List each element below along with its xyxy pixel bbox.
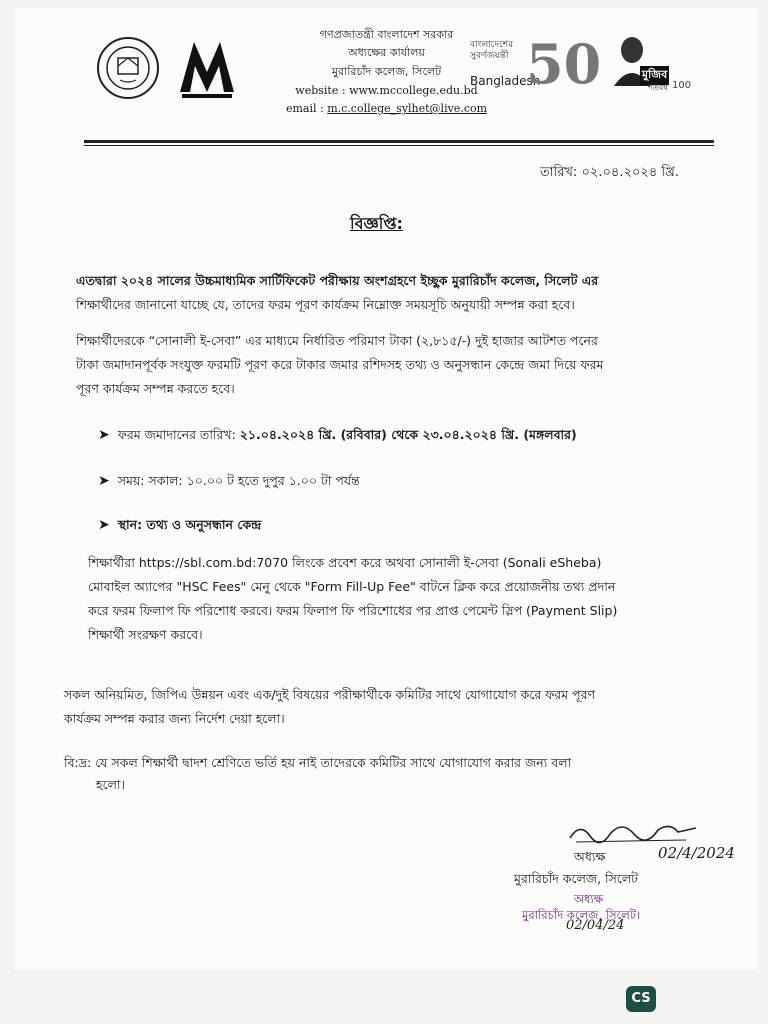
- mc-college-logo: [176, 36, 238, 102]
- para-payment-line-1: শিক্ষার্থীরা https://sbl.com.bd:7070 লিংকে প্রবেশ করে অথবা সোনালী ই-সেবা (Sonali eSheba): [88, 555, 602, 570]
- mujib-text: মুজিব: [640, 66, 669, 85]
- signature-college: মুরারিচাঁদ কলেজ, সিলেট: [514, 871, 638, 886]
- stamp-college: মুরারিচাঁদ কলেজ, সিলেট।: [522, 908, 641, 922]
- arrow-bullet-icon: ➤: [98, 473, 110, 489]
- header-website-line: website : www.mccollege.edu.bd: [295, 84, 478, 97]
- para-fee-line-3: পূরণ কার্যক্রম সম্পন্ন করতে হবে।: [76, 381, 235, 396]
- notice-title: বিজ্ঞপ্তি:: [350, 214, 403, 233]
- mujib-100-logo: [610, 32, 700, 98]
- para-intro-line-2: শিক্ষার্থীদের জানানো যাচ্ছে যে, তাদের ফরম পূরণ কার্যক্রম নিম্নোক্ত সময়সূচি অনুযায়ী সম্পন্ন করা হবে।: [76, 297, 575, 312]
- signature-title: অধ্যক্ষ: [574, 849, 606, 864]
- mujib-number: 100: [672, 80, 692, 91]
- para-note-line-2: হলো।: [96, 777, 125, 792]
- college-seal-logo: [96, 36, 160, 100]
- stamp-date: 02/04/24: [566, 918, 625, 933]
- header-govt-line: গণপ্রজাতন্ত্রী বাংলাদেশ সরকার: [319, 28, 454, 41]
- signature-date: 02/4/2024: [658, 844, 735, 862]
- badge-word: Bangladesh: [470, 74, 541, 88]
- para-fee-line-1: শিক্ষার্থীদেরকে “সোনালী ই-সেবা” এর মাধ্যমে নির্ধারিত পরিমাণ টাকা (২,৮১৫/-) দুই হাজার আটশত পনের: [76, 333, 598, 348]
- website-link[interactable]: www.mccollege.edu.bd: [349, 84, 478, 97]
- para-payment-line-3: করে ফরম ফিলাপ ফি পরিশোধ করবে। ফরম ফিলাপ ফি পরিশোধের পর প্রাপ্ত পেমেন্ট স্লিপ (Payment Slip): [88, 603, 618, 618]
- badge-number: 50: [526, 32, 602, 96]
- bullet-place: ➤ স্থান: তথ্য ও অনুসন্ধান কেন্দ্র: [98, 517, 262, 533]
- notice-date: তারিখ: ০২.০৪.২০২৪ খ্রি.: [540, 165, 679, 180]
- para-irregular-line-2: কার্যক্রম সম্পন্ন করার জন্য নির্দেশ দেয়া হলো।: [64, 711, 285, 726]
- para-irregular-line-1: সকল অনিয়মিত, জিপিএ উন্নয়ন এবং এক/দুই বিষয়ের পরীক্ষার্থীকে কমিটির সাথে যোগাযোগ করে ফরম পূরণ: [64, 687, 596, 702]
- header-divider-thin: [84, 145, 714, 146]
- header-email-line: email : m.c.college_sylhet@live.com: [285, 102, 488, 115]
- mujib-sub: শতবর্ষ: [648, 83, 668, 92]
- para-fee-line-2: টাকা জমাদানপূর্বক সংযুক্ত ফরমটি পূরণ করে টাকার জমার রশিদসহ তথ্য ও অনুসন্ধান কেন্দ্রে জমা দিয়ে ফরম: [76, 357, 604, 372]
- camscanner-badge: CS: [626, 986, 656, 1012]
- para-payment-line-2: মোবাইল অ্যাপের "HSC Fees" মেনু থেকে "Form Fill-Up Fee" বাটনে ক্লিক করে প্রয়োজনীয় তথ্য প্রদান: [88, 579, 616, 594]
- badge-bangla-text: বাংলাদেশের সুবর্ণজয়ন্তী: [470, 40, 514, 61]
- header-college-line: মুরারিচাঁদ কলেজ, সিলেট: [331, 65, 442, 78]
- header-divider-thick: [84, 140, 714, 143]
- bangladesh-50-logo: [470, 32, 602, 104]
- bullet-submission-date: ➤ ফরম জমাদানের তারিখ: ২১.০৪.২০২৪ খ্রি. (রবিবার) থেকে ২৩.০৪.২০২৪ খ্রি. (মঙ্গলবার): [98, 427, 577, 443]
- arrow-bullet-icon: ➤: [98, 427, 110, 443]
- header-office-line: অধ্যক্ষের কার্যালয়: [348, 46, 425, 59]
- email-link[interactable]: m.c.college_sylhet@live.com: [327, 102, 488, 115]
- stamp-title: অধ্যক্ষ: [574, 892, 604, 906]
- para-note-line-1: বি:দ্র: যে সকল শিক্ষার্থী দ্বাদশ শ্রেণিতে ভর্তি হয় নাই তাদেরকে কমিটির সাথে যোগাযোগ করার জন্য বলা: [64, 755, 572, 770]
- para-payment-line-4: শিক্ষার্থী সংরক্ষণ করবে।: [88, 627, 203, 642]
- bullet-time: ➤ সময়: সকাল: ১০.০০ ট হতে দুপুর ১.০০ টা পর্যন্ত: [98, 473, 360, 489]
- para-intro-line-1: এতদ্বারা ২০২৪ সালের উচ্চমাধ্যমিক সার্টিফিকেট পরীক্ষায় অংশগ্রহণে ইচ্ছুক মুরারিচাঁদ কলেজ, সিলেট এর: [76, 273, 599, 288]
- notice-page: [14, 8, 758, 970]
- arrow-bullet-icon: ➤: [98, 517, 110, 533]
